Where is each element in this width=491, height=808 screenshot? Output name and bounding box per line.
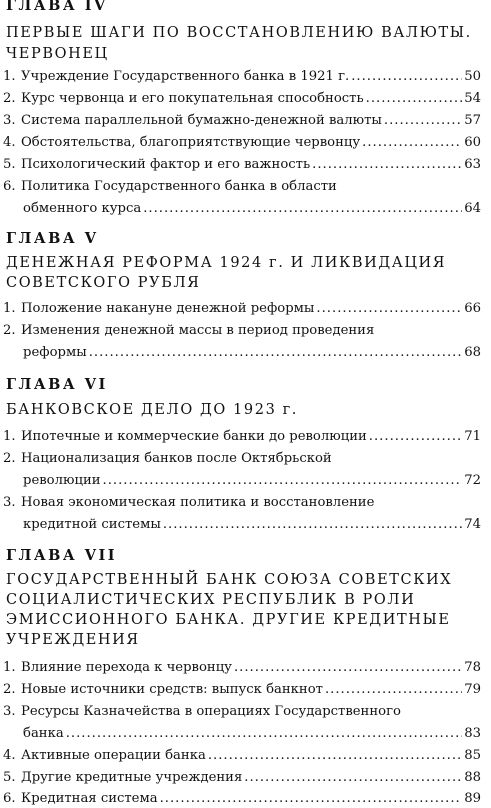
entry-text: Новая экономическая политика и восстановление xyxy=(21,495,375,510)
entry-text: Курс червонца и его покупательная способность xyxy=(21,91,364,106)
page-number: 64 xyxy=(464,201,481,216)
page-number: 83 xyxy=(464,726,481,741)
chapter-heading: ГЛАВА VI xyxy=(6,376,108,393)
page-number: 66 xyxy=(464,301,481,316)
toc-entry[interactable] xyxy=(3,90,481,108)
toc-entry[interactable] xyxy=(3,790,481,808)
entry-text: Новые источники средств: выпуск банкнот xyxy=(21,682,323,697)
toc-entry[interactable] xyxy=(3,134,481,152)
leader-dots xyxy=(244,769,462,787)
toc-entry[interactable] xyxy=(3,300,481,318)
page-number: 54 xyxy=(464,91,481,106)
toc-entry[interactable] xyxy=(3,659,481,677)
chapter-heading: ГЛАВА IV xyxy=(6,0,108,14)
entry-text: Национализация банков после Октябрьской xyxy=(21,451,332,466)
leader-dots xyxy=(325,681,462,699)
entry-number: 3. xyxy=(3,495,16,510)
leader-dots xyxy=(369,428,462,446)
entry-number: 1. xyxy=(3,69,16,84)
entry-number: 2. xyxy=(3,682,16,697)
page-number: 63 xyxy=(464,157,481,172)
leader-dots xyxy=(234,659,462,677)
toc-entry[interactable] xyxy=(3,769,481,787)
page-number: 72 xyxy=(464,473,481,488)
entry-number: 3. xyxy=(3,113,16,128)
chapter-title-line: ЧЕРВОНЕЦ xyxy=(6,46,109,62)
leader-dots xyxy=(163,516,462,534)
entry-number: 1. xyxy=(3,660,16,675)
page-number: 68 xyxy=(464,345,481,360)
entry-number: 2. xyxy=(3,451,16,466)
entry-text: Положение накануне денежной реформы xyxy=(21,301,315,316)
leader-dots xyxy=(366,90,463,108)
toc-entry[interactable] xyxy=(3,703,481,743)
entry-text: банка xyxy=(23,726,64,741)
page-number: 57 xyxy=(464,113,481,128)
entry-text: Активные операции банка xyxy=(21,748,206,763)
entry-text: Кредитная система xyxy=(21,791,158,806)
toc-entry[interactable] xyxy=(3,322,481,362)
page-number: 89 xyxy=(464,791,481,806)
entry-text: Влияние перехода к червонцу xyxy=(21,660,232,675)
chapter-title-line: БАНКОВСКОЕ ДЕЛО ДО 1923 г. xyxy=(6,402,299,418)
entry-text: Учреждение Государственного банка в 1921 г. xyxy=(21,69,350,84)
page-number: 79 xyxy=(464,682,481,697)
entry-number: 1. xyxy=(3,301,16,316)
page-number: 78 xyxy=(464,660,481,675)
toc-entry[interactable] xyxy=(3,112,481,130)
entry-text: реформы xyxy=(23,345,87,360)
chapter-title-line: ДЕНЕЖНАЯ РЕФОРМА 1924 г. И ЛИКВИДАЦИЯ xyxy=(6,255,447,271)
entry-number: 1. xyxy=(3,429,16,444)
leader-dots xyxy=(89,344,463,362)
entry-number: 2. xyxy=(3,323,16,338)
toc-entry[interactable] xyxy=(3,156,481,174)
entry-text: Другие кредитные учреждения xyxy=(21,770,243,785)
entry-text: Политика Государственного банка в области xyxy=(21,179,337,194)
entry-number: 4. xyxy=(3,135,16,150)
entry-number: 5. xyxy=(3,157,16,172)
chapter-heading: ГЛАВА VII xyxy=(6,547,118,564)
leader-dots xyxy=(316,300,462,318)
entry-text: Ресурсы Казначейства в операциях Государственного xyxy=(21,704,401,719)
leader-dots xyxy=(208,747,462,765)
page-number: 74 xyxy=(464,517,481,532)
page-number: 50 xyxy=(464,69,481,84)
leader-dots xyxy=(312,156,462,174)
entry-number: 6. xyxy=(3,791,16,806)
entry-text: Ипотечные и коммерческие банки до революции xyxy=(21,429,367,444)
entry-number: 2. xyxy=(3,91,16,106)
entry-text: Система параллельной бумажно-денежной валюты xyxy=(21,113,382,128)
chapter-title-line: ЭМИССИОННОГО БАНКА. ДРУГИЕ КРЕДИТНЫЕ xyxy=(6,612,451,628)
chapter-title-line: ГОСУДАРСТВЕННЫЙ БАНК СОЮЗА СОВЕТСКИХ xyxy=(6,572,453,588)
chapter-title-line: СОЦИАЛИСТИЧЕСКИХ РЕСПУБЛИК В РОЛИ xyxy=(6,592,416,608)
entry-text: революции xyxy=(23,473,101,488)
entry-text: обменного курса xyxy=(23,201,142,216)
toc-entry[interactable] xyxy=(3,428,481,446)
entry-number: 6. xyxy=(3,179,16,194)
chapter-heading: ГЛАВА V xyxy=(6,230,99,247)
entry-number: 4. xyxy=(3,748,16,763)
chapter-title-line: СОВЕТСКОГО РУБЛЯ xyxy=(6,275,201,291)
page-number: 71 xyxy=(464,429,481,444)
toc-entry[interactable] xyxy=(3,681,481,699)
leader-dots xyxy=(160,790,463,808)
toc-entry[interactable] xyxy=(3,494,481,534)
leader-dots xyxy=(66,725,463,743)
toc-entry[interactable] xyxy=(3,747,481,765)
chapter-title-line: ПЕРВЫЕ ШАГИ ПО ВОССТАНОВЛЕНИЮ ВАЛЮТЫ. xyxy=(6,25,472,41)
chapter-title-line: УЧРЕЖДЕНИЯ xyxy=(6,632,140,648)
toc-entry[interactable] xyxy=(3,450,481,490)
toc-entry[interactable] xyxy=(3,68,481,86)
leader-dots xyxy=(351,68,462,86)
entry-number: 3. xyxy=(3,704,16,719)
leader-dots xyxy=(103,472,463,490)
entry-text: Психологический фактор и его важность xyxy=(21,157,311,172)
entry-text: кредитной системы xyxy=(23,517,161,532)
entry-number: 5. xyxy=(3,770,16,785)
entry-text: Обстоятельства, благоприятствующие червонцу xyxy=(21,135,361,150)
toc-entry[interactable] xyxy=(3,178,481,218)
page-number: 85 xyxy=(464,748,481,763)
page-number: 60 xyxy=(464,135,481,150)
leader-dots xyxy=(143,200,462,218)
entry-text: Изменения денежной массы в период проведения xyxy=(21,323,375,338)
leader-dots xyxy=(362,134,462,152)
leader-dots xyxy=(384,112,462,130)
page-number: 88 xyxy=(464,770,481,785)
